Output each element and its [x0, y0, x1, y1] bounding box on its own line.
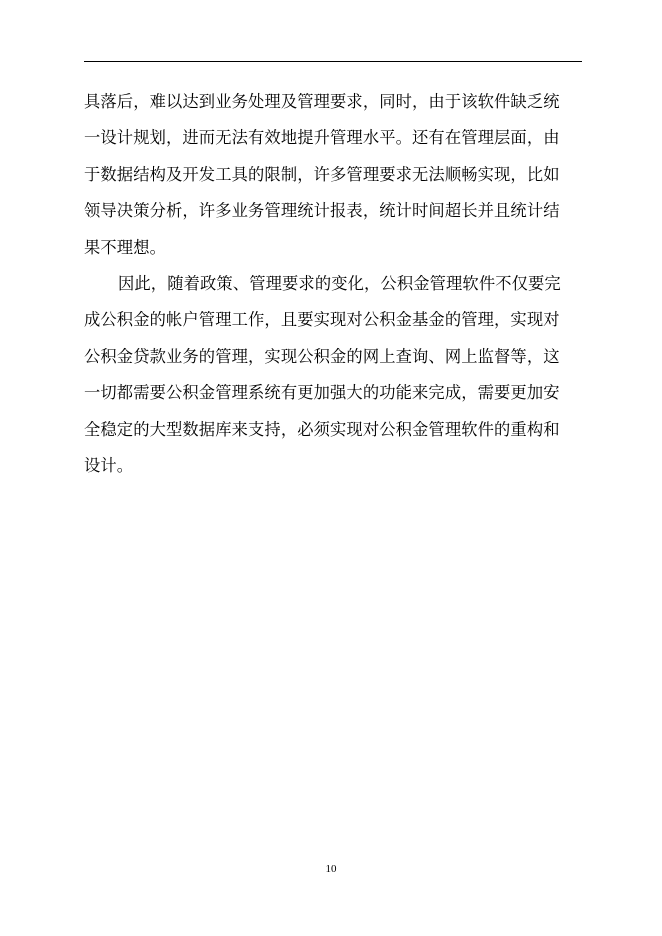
- text-line: 公积金贷款业务的管理，实现公积金的网上查询、网上监督等，这: [84, 346, 560, 366]
- text-line: 领导决策分析，许多业务管理统计报表，统计时间超长并且统计结: [84, 201, 560, 221]
- text-line: 成公积金的帐户管理工作，且要实现对公积金基金的管理，实现对: [84, 310, 560, 330]
- text-line: 果不理想。: [84, 237, 167, 257]
- body-text: [84, 84, 584, 484]
- text-line: 一切都需要公积金管理系统有更加强大的功能来完成，需要更加安: [84, 383, 560, 403]
- paragraph-2: [84, 266, 584, 484]
- text-line: 具落后，难以达到业务处理及管理要求，同时，由于该软件缺乏统: [84, 92, 560, 111]
- page-number: 10: [325, 863, 337, 875]
- text-line: 一设计规划，进而无法有效地提升管理水平。还有在管理层面，由: [84, 128, 560, 148]
- text-line: 于数据结构及开发工具的限制，许多管理要求无法顺畅实现，比如: [84, 164, 560, 184]
- text-line: 全稳定的大型数据库来支持，必须实现对公积金管理软件的重构和: [84, 419, 560, 439]
- text-line: 因此，随着政策、管理要求的变化，公积金管理软件不仅要完: [118, 273, 561, 293]
- paragraph-1: [84, 84, 584, 266]
- header-rule: [84, 61, 582, 62]
- text-line: 设计。: [84, 455, 134, 475]
